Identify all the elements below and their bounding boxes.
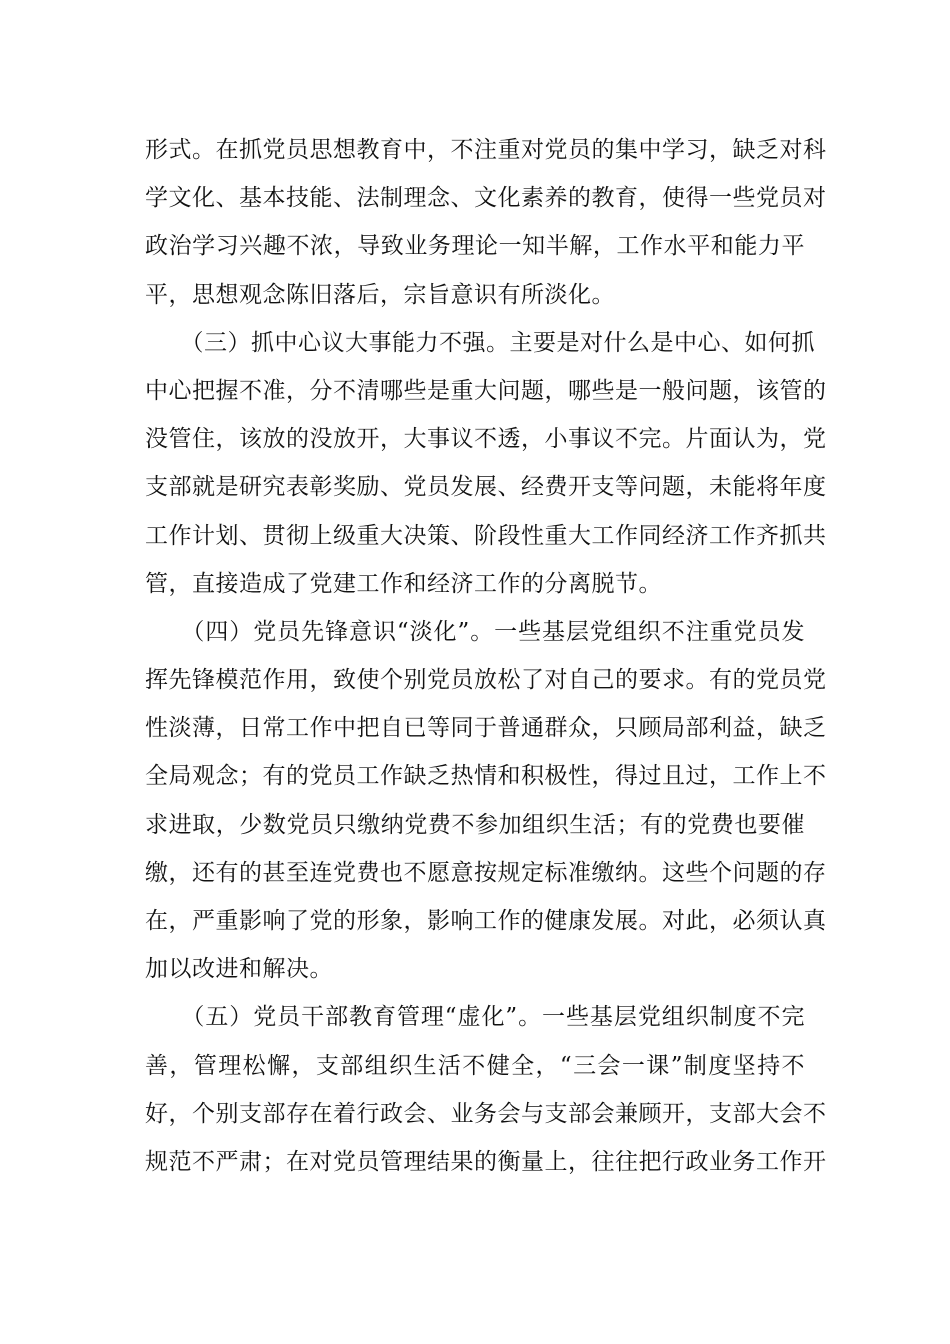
text-line: 学文化、基本技能、法制理念、文化素养的教育，使得一些党员对 — [145, 185, 827, 212]
text-line: 求进取，少数党员只缴纳党费不参加组织生活；有的党费也要催 — [145, 811, 805, 838]
document-body — [145, 132, 827, 1192]
text-line: 好，个别支部存在着行政会、业务会与支部会兼顾开，支部大会不 — [145, 1100, 827, 1127]
text-line: 挥先锋模范作用，致使个别党员放松了对自己的要求。有的党员党 — [145, 667, 827, 694]
text-line: 性淡薄，日常工作中把自已等同于普通群众，只顾局部利益，缺乏 — [145, 715, 827, 742]
text-line: 加以改进和解决。 — [145, 956, 333, 983]
text-line: 在，严重影响了党的形象，影响工作的健康发展。对此，必须认真 — [145, 908, 827, 934]
text-line: 管，直接造成了党建工作和经济工作的分离脱节。 — [145, 570, 662, 597]
text-line: 缴，还有的甚至连党费也不愿意按规定标准缴纳。这些个问题的存 — [145, 859, 827, 886]
text-line: （三）抓中心议大事能力不强。主要是对什么是中心、如何抓 — [145, 329, 815, 356]
text-line: 支部就是研究表彰奖励、党员发展、经费开支等问题，未能将年度 — [145, 474, 827, 501]
text-line: （四）党员先锋意识“淡化”。一些基层党组织不注重党员发 — [145, 618, 805, 645]
text-line: 全局观念；有的党员工作缺乏热情和积极性，得过且过，工作上不 — [145, 763, 827, 790]
text-line: 政治学习兴趣不浓，导致业务理论一知半解，工作水平和能力平 — [145, 233, 805, 260]
text-line: （五）党员干部教育管理“虚化”。一些基层党组织制度不完 — [145, 1004, 805, 1031]
text-line: 规范不严肃；在对党员管理结果的衡量上，往往把行政业务工作开 — [145, 1148, 827, 1175]
text-line: 中心把握不准，分不清哪些是重大问题，哪些是一般问题，该管的 — [145, 377, 827, 404]
text-line: 善，管理松懈，支部组织生活不健全，“三会一课”制度坚持不 — [145, 1052, 805, 1079]
text-line: 工作计划、贯彻上级重大决策、阶段性重大工作同经济工作齐抓共 — [145, 522, 827, 549]
text-line: 形式。在抓党员思想教育中，不注重对党员的集中学习，缺乏对科 — [145, 137, 827, 163]
text-line: 没管住，该放的没放开，大事议不透，小事议不完。片面认为，党 — [145, 426, 827, 453]
text-line: 平，思想观念陈旧落后，宗旨意识有所淡化。 — [145, 281, 615, 308]
